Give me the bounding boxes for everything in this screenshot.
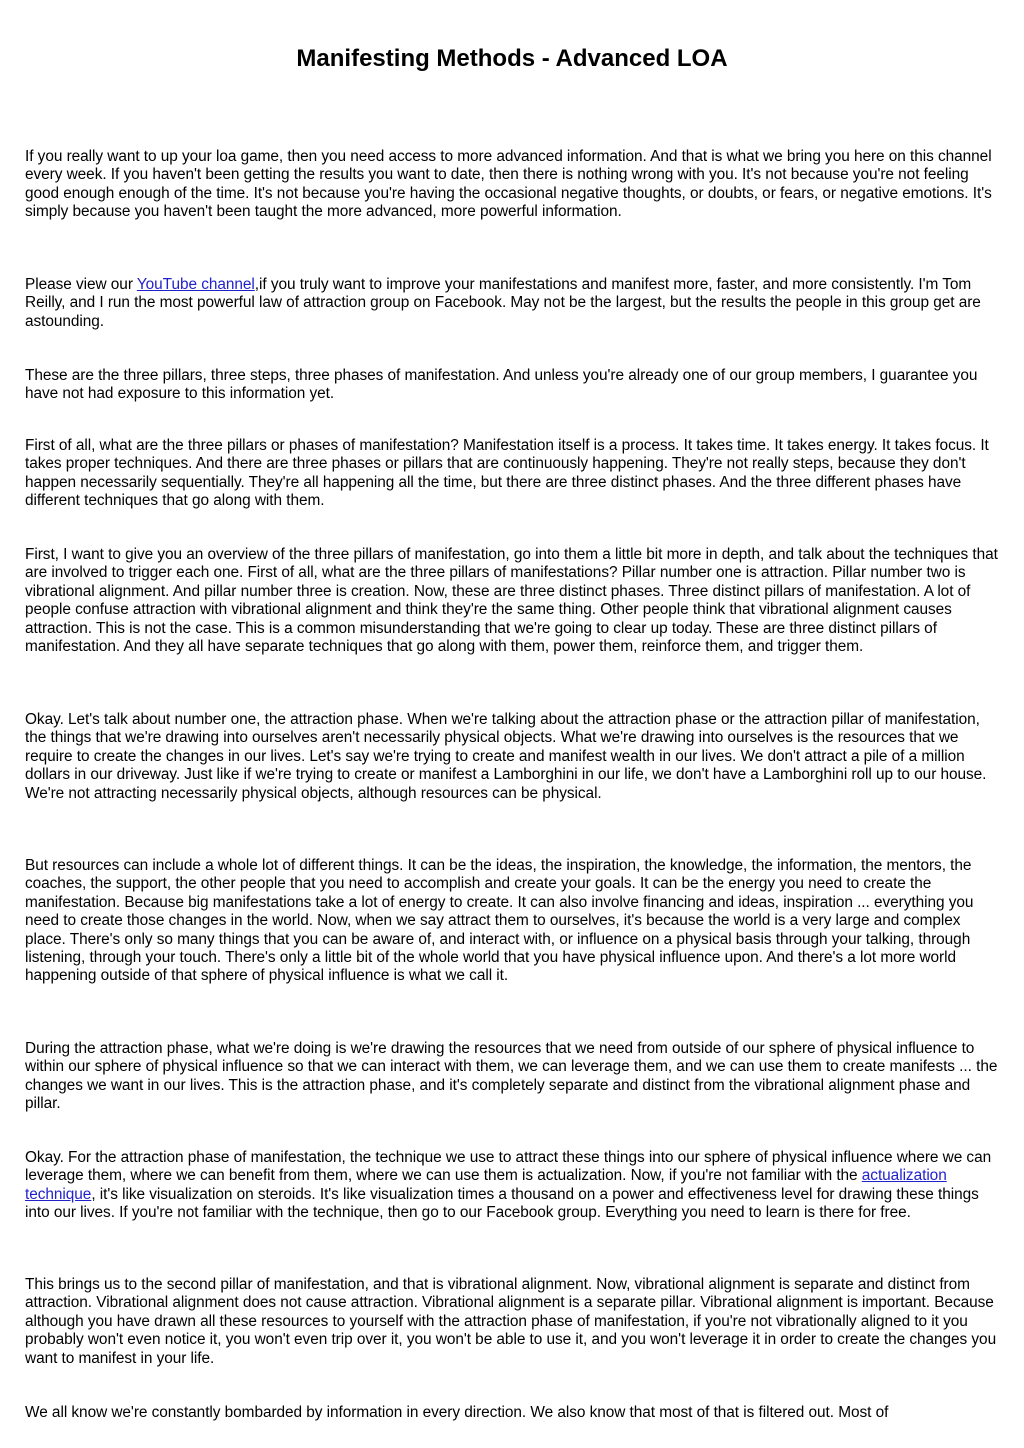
paragraph-phases: First of all, what are the three pillars or phases of manifestation? Manifestation itself is a process. It takes time. It takes energy. It takes focus. It takes proper techniques. And there are three phases or pillars that are continuously happening. They're not really steps, because they don't happen necessarily sequentially. They're all happening all the time, but there are three distinct phases. And the three different phases have different techniques that go along with them. <box>25 437 989 510</box>
paragraph-text: Okay. For the attraction phase of manifestation, the technique we use to attract these things into our sphere of physical influence where we can leverage them, where we can benefit from them, where we can use them is actualization. Now, if you're not familiar with the <box>25 1149 992 1185</box>
paragraph-intro: If you really want to up your loa game, then you need access to more advanced information. And that is what we bring you here on this channel every week. If you haven't been getting the results you want to date, then there is nothing wrong with you. It's not because you're not feeling good enough enough of the time. It's not because you're having the occasional negative thoughts, or doubts, or fears, or negative emotions. It's simply because you haven't been taught the more advanced, more powerful information. <box>25 148 992 221</box>
paragraph-sphere: During the attraction phase, what we're doing is we're drawing the resources that we need from outside of our sphere of physical influence to within our sphere of physical influence so that we can interact with them, we can leverage them, and we can use them to create manifests ... the changes we want in our lives. This is the attraction phase, and it's completely separate and distinct from the vibrational alignment phase and pillar. <box>25 1040 998 1113</box>
paragraph-youtube <box>25 276 1003 331</box>
paragraph-bombarded: We all know we're constantly bombarded by information in every direction. We also know that most of that is filtered out. Most of <box>25 1404 889 1421</box>
page-title: Manifesting Methods - Advanced LOA <box>296 45 728 72</box>
paragraph-three-pillars: These are the three pillars, three steps, three phases of manifestation. And unless you're already one of our group members, I guarantee you have not had exposure to this information yet. <box>25 367 978 403</box>
paragraph-resources: But resources can include a whole lot of different things. It can be the ideas, the inspiration, the knowledge, the information, the mentors, the coaches, the support, the other people that you need to accomplish and create your goals. It can be the energy you need to create the manifestation. Because big manifestations take a lot of energy to create. It can also involve financing and ideas, inspiration ... everything you need to create those changes in the world. Now, when we say attract them to ourselves, it's because the world is a very large and complex place. There's only so many things that you can be aware of, and interact with, or influence on a physical basis through your talking, through listening, through your touch. There's only a little bit of the whole world that you have physical influence upon. And there's a lot more world happening outside of that sphere of physical influence is what we call it. <box>25 857 974 985</box>
paragraph-actualization <box>25 1149 1003 1223</box>
actualization-technique-link[interactable]: actualization technique <box>25 1167 947 1203</box>
paragraph-attraction-phase: Okay. Let's talk about number one, the attraction phase. When we're talking about the attraction phase or the attraction pillar of manifestation, the things that we're drawing into ourselves aren't necessarily physical objects. What we're drawing into ourselves is the resources that we require to create the changes in our lives. Let's say we're trying to create and manifest wealth in our lives. We don't attract a pile of a million dollars in our driveway. Just like if we're trying to create or manifest a Lamborghini in our life, we don't have a Lamborghini roll up to our house. We're not attracting necessarily physical objects, although resources can be physical. <box>25 711 987 802</box>
paragraph-overview: First, I want to give you an overview of the three pillars of manifestation, go into them a little bit more in depth, and talk about the techniques that are involved to trigger each one. First of all, what are the three pillars of manifestations? Pillar number one is attraction. Pillar number two is vibrational alignment. And pillar number three is creation. Now, these are three distinct phases. Three distinct pillars of manifestation. A lot of people confuse attraction with vibrational alignment and think they're the same thing. Other people think that vibrational alignment causes attraction. This is not the case. This is a common misunderstanding that we're going to clear up today. These are three distinct pillars of manifestation. And they all have separate techniques that go along with them, power them, reinforce them, and trigger them. <box>25 546 998 656</box>
paragraph-text: Please view our <box>25 276 137 293</box>
paragraph-vibrational-alignment: This brings us to the second pillar of manifestation, and that is vibrational alignment. Now, vibrational alignment is separate and distinct from attraction. Vibrational alignment does not cause attraction. Vibrational alignment is a separate pillar. Vibrational alignment is important. Because although you have drawn all these resources to yourself with the attraction phase of manifestation, if you're not vibrationally aligned to it you probably won't even notice it, you won't even trip over it, you won't be able to use it, and you won't leverage it in order to create the changes you want to manifest in your life. <box>25 1276 997 1367</box>
paragraph-text: , it's like visualization on steroids. It's like visualization times a thousand on a power and effectiveness level for drawing these things into our lives. If you're not familiar with the technique, then go to our Facebook group. Everything you need to learn is there for free. <box>25 1185 979 1222</box>
youtube-channel-link[interactable]: YouTube channel <box>136 276 255 293</box>
paragraph-text: ,if you truly want to improve your manifestations and manifest more, faster, and more consistently. I'm Tom Reilly, and I run the most powerful law of attraction group on Facebook. May not be the largest, but the results the people in this group get are astounding. <box>25 276 981 330</box>
